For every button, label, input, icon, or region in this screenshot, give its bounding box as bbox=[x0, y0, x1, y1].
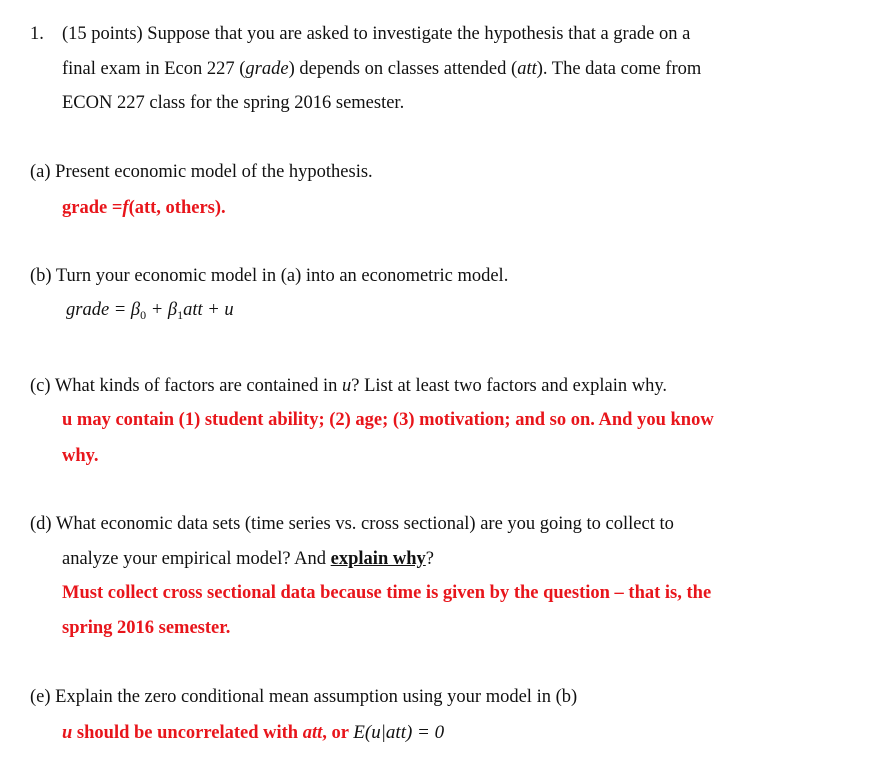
part-d-answer-line-1: Must collect cross sectional data because time is given by the question – that is, the bbox=[62, 583, 712, 603]
question-number: 1. bbox=[30, 24, 44, 44]
part-e-answer: u should be uncorrelated with att, or E(u|att) = 0 bbox=[62, 722, 445, 743]
part-a-question: (a) Present economic model of the hypothesis. bbox=[30, 162, 373, 182]
question-intro-line-2: final exam in Econ 227 (grade) depends on classes attended (att). The data come from bbox=[62, 59, 702, 79]
part-c-answer-line-1: u may contain (1) student ability; (2) age; (3) motivation; and so on. And you know bbox=[62, 410, 714, 430]
part-d-question-line-1: (d) What economic data sets (time series vs. cross sectional) are you going to collect to bbox=[30, 514, 674, 534]
part-c-question: (c) What kinds of factors are contained in u? List at least two factors and explain why. bbox=[30, 376, 668, 396]
part-c-answer-line-2: why. bbox=[62, 446, 99, 466]
part-b-question: (b) Turn your economic model in (a) into an econometric model. bbox=[30, 266, 509, 286]
part-b-equation: grade = $\beta_0 + \beta_1att + u$ bbox=[66, 300, 234, 322]
question-intro-line-1: (15 points) Suppose that you are asked to investigate the hypothesis that a grade on a bbox=[62, 24, 691, 44]
part-d-answer-line-2: spring 2016 semester. bbox=[62, 618, 231, 638]
explain-why-emphasis: explain why bbox=[330, 549, 426, 569]
part-a-answer: grade =f(att, others). bbox=[62, 198, 226, 218]
part-d-question-line-2: analyze your empirical model? And explain why? bbox=[62, 549, 434, 569]
part-e-question: (e) Explain the zero conditional mean assumption using your model in (b) bbox=[30, 687, 578, 707]
question-intro-line-3: ECON 227 class for the spring 2016 semester. bbox=[62, 93, 405, 113]
